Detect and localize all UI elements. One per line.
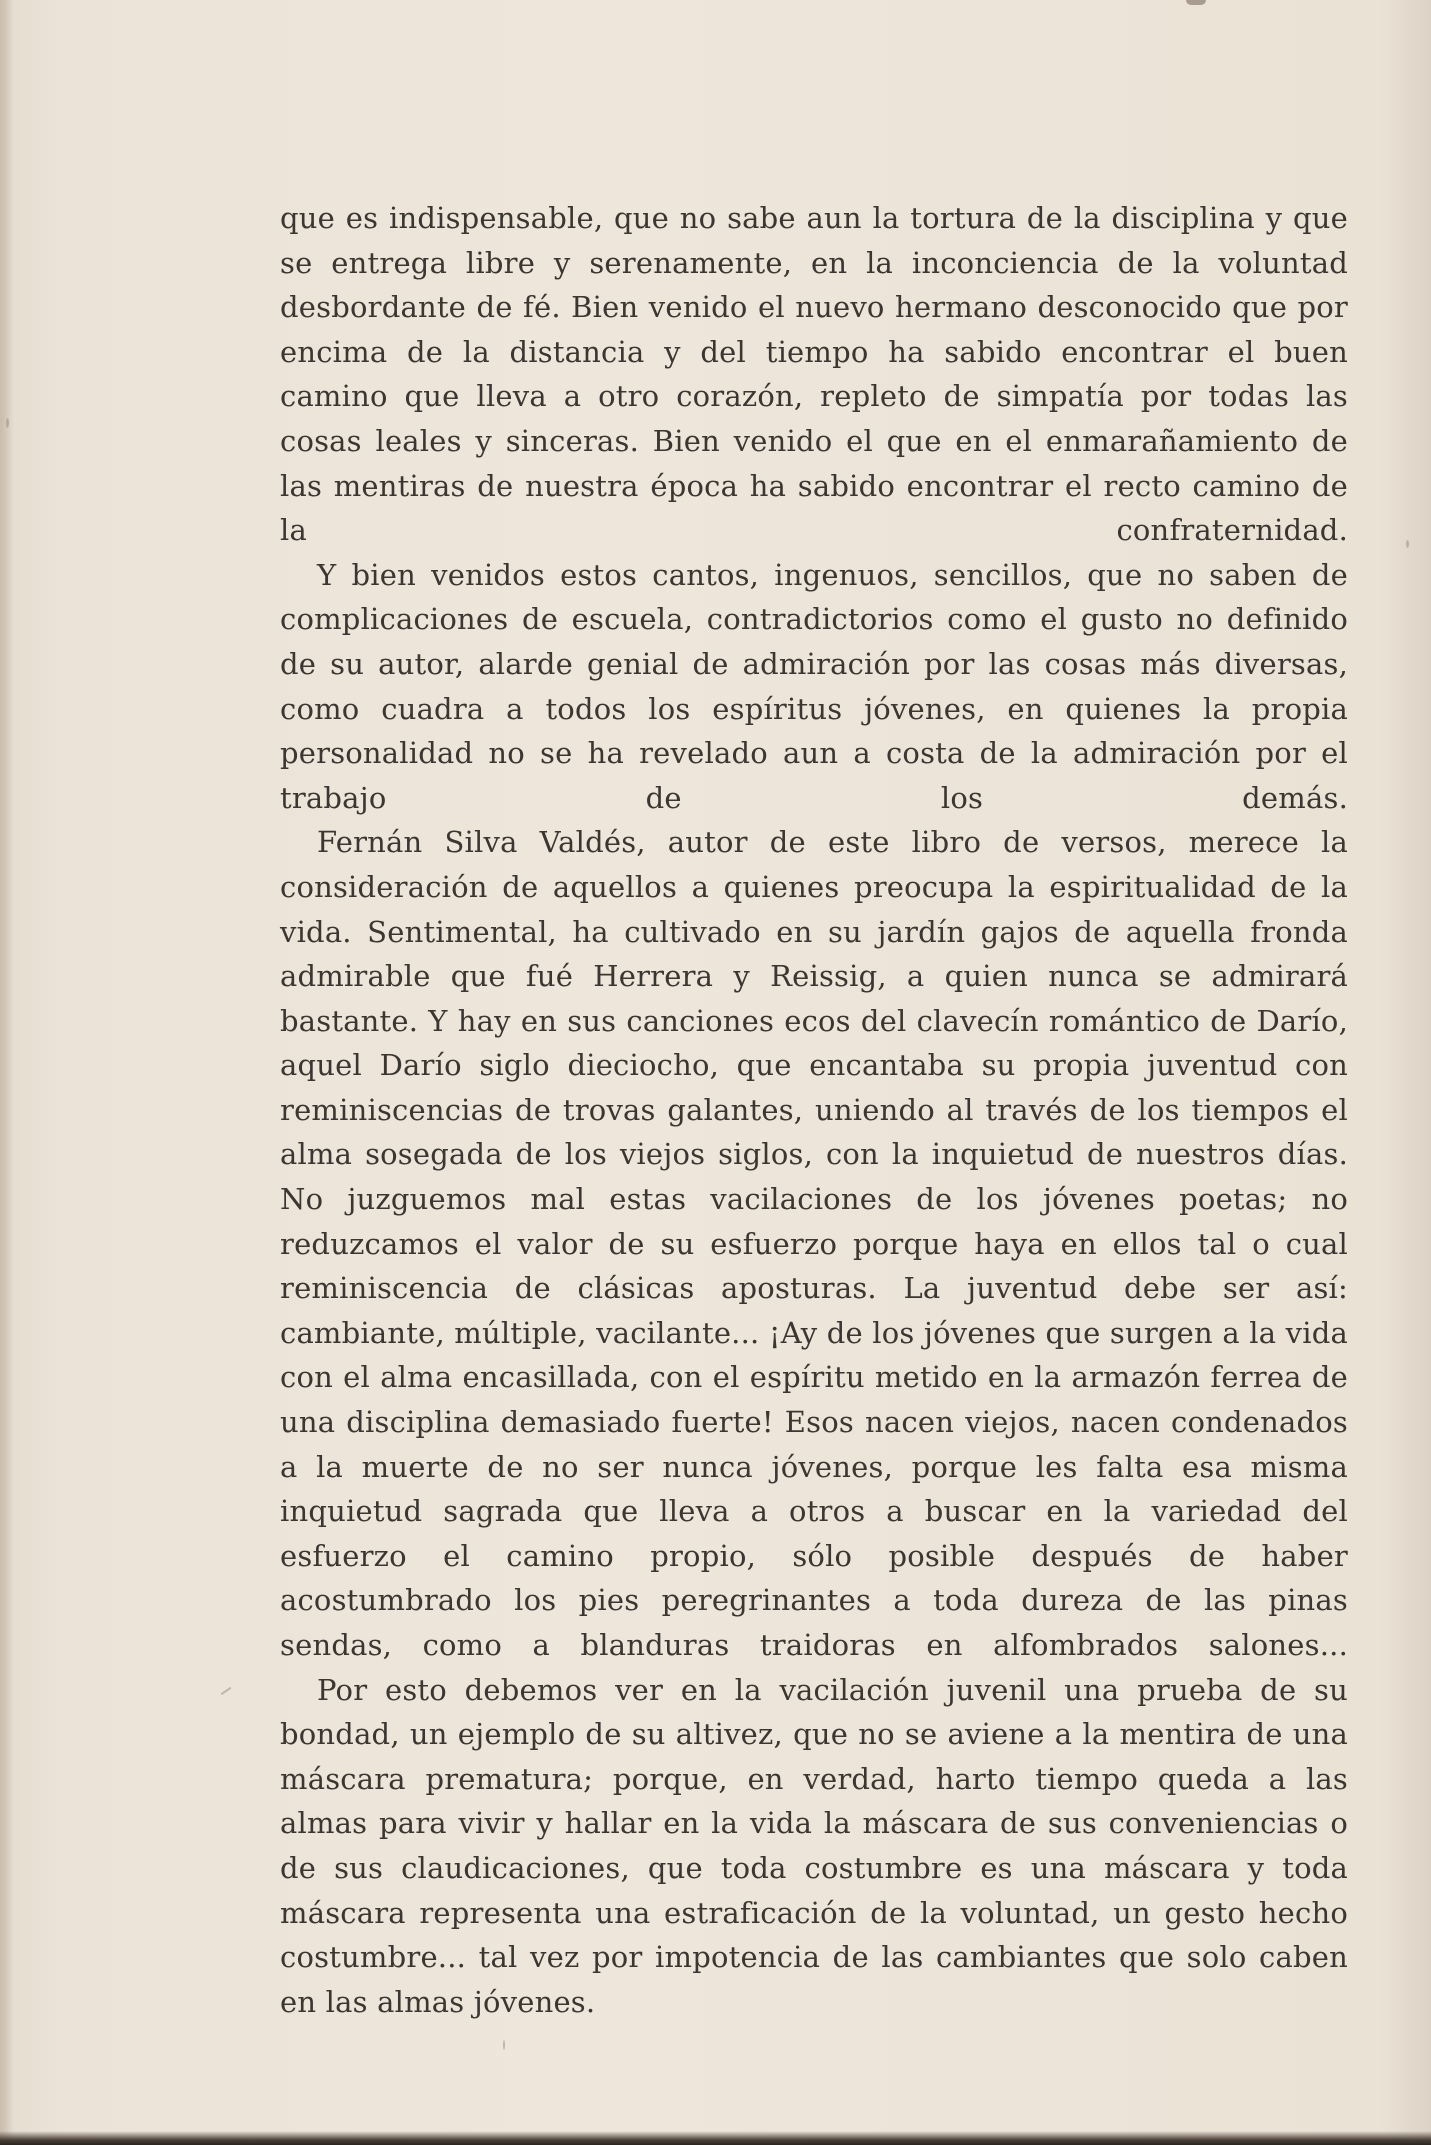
paper-speck <box>6 418 9 428</box>
paper-speck <box>503 2040 505 2050</box>
paper-speck <box>221 1687 232 1696</box>
paragraph-4: Por esto debemos ver en la vacilación juvenil una prueba de su bondad, un ejemplo de su altivez, que no se aviene a la mentira de una máscara prematura; porque, en verdad, harto tiempo queda a las almas para vivir y hallar en la vida la máscara de sus conveniencias o de sus claudicaciones, que toda costumbre es una máscara y toda máscara representa una estraficación de la voluntad, un gesto hecho costumbre... tal vez por impotencia de las cambiantes que solo caben en las almas jóvenes. <box>280 1672 1348 2019</box>
spine-shadow <box>0 0 14 2145</box>
paper-speck <box>1406 540 1409 548</box>
paragraph-1: que es indispensable, que no sabe aun la tortura de la disciplina y que se entrega libre y serenamente, en la inconciencia de la voluntad desbordante de fé. Bien venido el nuevo hermano desconocido que por encima de la distancia y del tiempo ha sabido encontrar el buen camino que lleva a otro corazón, repleto de simpatía por todas las cosas leales y sinceras. Bien venido el que en el enmarañamiento de las mentiras de nuestra época ha sabido encontrar el recto camino de la confraternidad. <box>280 201 1348 548</box>
page-text <box>280 196 1348 2024</box>
page-edge-mark <box>1186 0 1206 5</box>
paragraph-2: Y bien venidos estos cantos, ingenuos, sencillos, que no saben de complicaciones de escuela, contradictorios como el gusto no definido de su autor, alarde genial de admiración por las cosas más diversas, como cuadra a todos los espíritus jóvenes, en quienes la propia personalidad no se ha revelado aun a costa de la admiración por el trabajo de los demás. <box>280 557 1348 815</box>
page-bottom-edge <box>0 2131 1431 2145</box>
paragraph-3: Fernán Silva Valdés, autor de este libro de versos, merece la consideración de aquellos a quienes preocupa la espiritualidad de la vida. Sentimental, ha cultivado en su jardín gajos de aquella fronda admirable que fué Herrera y Reissig, a quien nunca se admirará bastante. Y hay en sus canciones ecos del clavecín romántico de Darío, aquel Darío siglo dieciocho, que encantaba su propia juventud con reminiscencias de trovas galantes, uniendo al través de los tiempos el alma sosegada de los viejos siglos, con la inquietud de nuestros días. No juzguemos mal estas vacilaciones de los jóvenes poetas; no reduzcamos el valor de su esfuerzo porque haya en ellos tal o cual reminiscencia de clásicas aposturas. La juventud debe ser así: cambiante, múltiple, vacilante... ¡Ay de los jóvenes que surgen a la vida con el alma encasillada, con el espíritu metido en la armazón ferrea de una disciplina demasiado fuerte! Esos nacen viejos, nacen condenados a la muerte de no ser nunca jóvenes, porque les falta esa misma inquietud sagrada que lleva a otros a buscar en la variedad del esfuerzo el camino propio, sólo posible después de haber acostumbrado los pies peregrinantes a toda dureza de las pinas sendas, como a blanduras traidoras en alfombrados salones... <box>280 825 1348 1662</box>
